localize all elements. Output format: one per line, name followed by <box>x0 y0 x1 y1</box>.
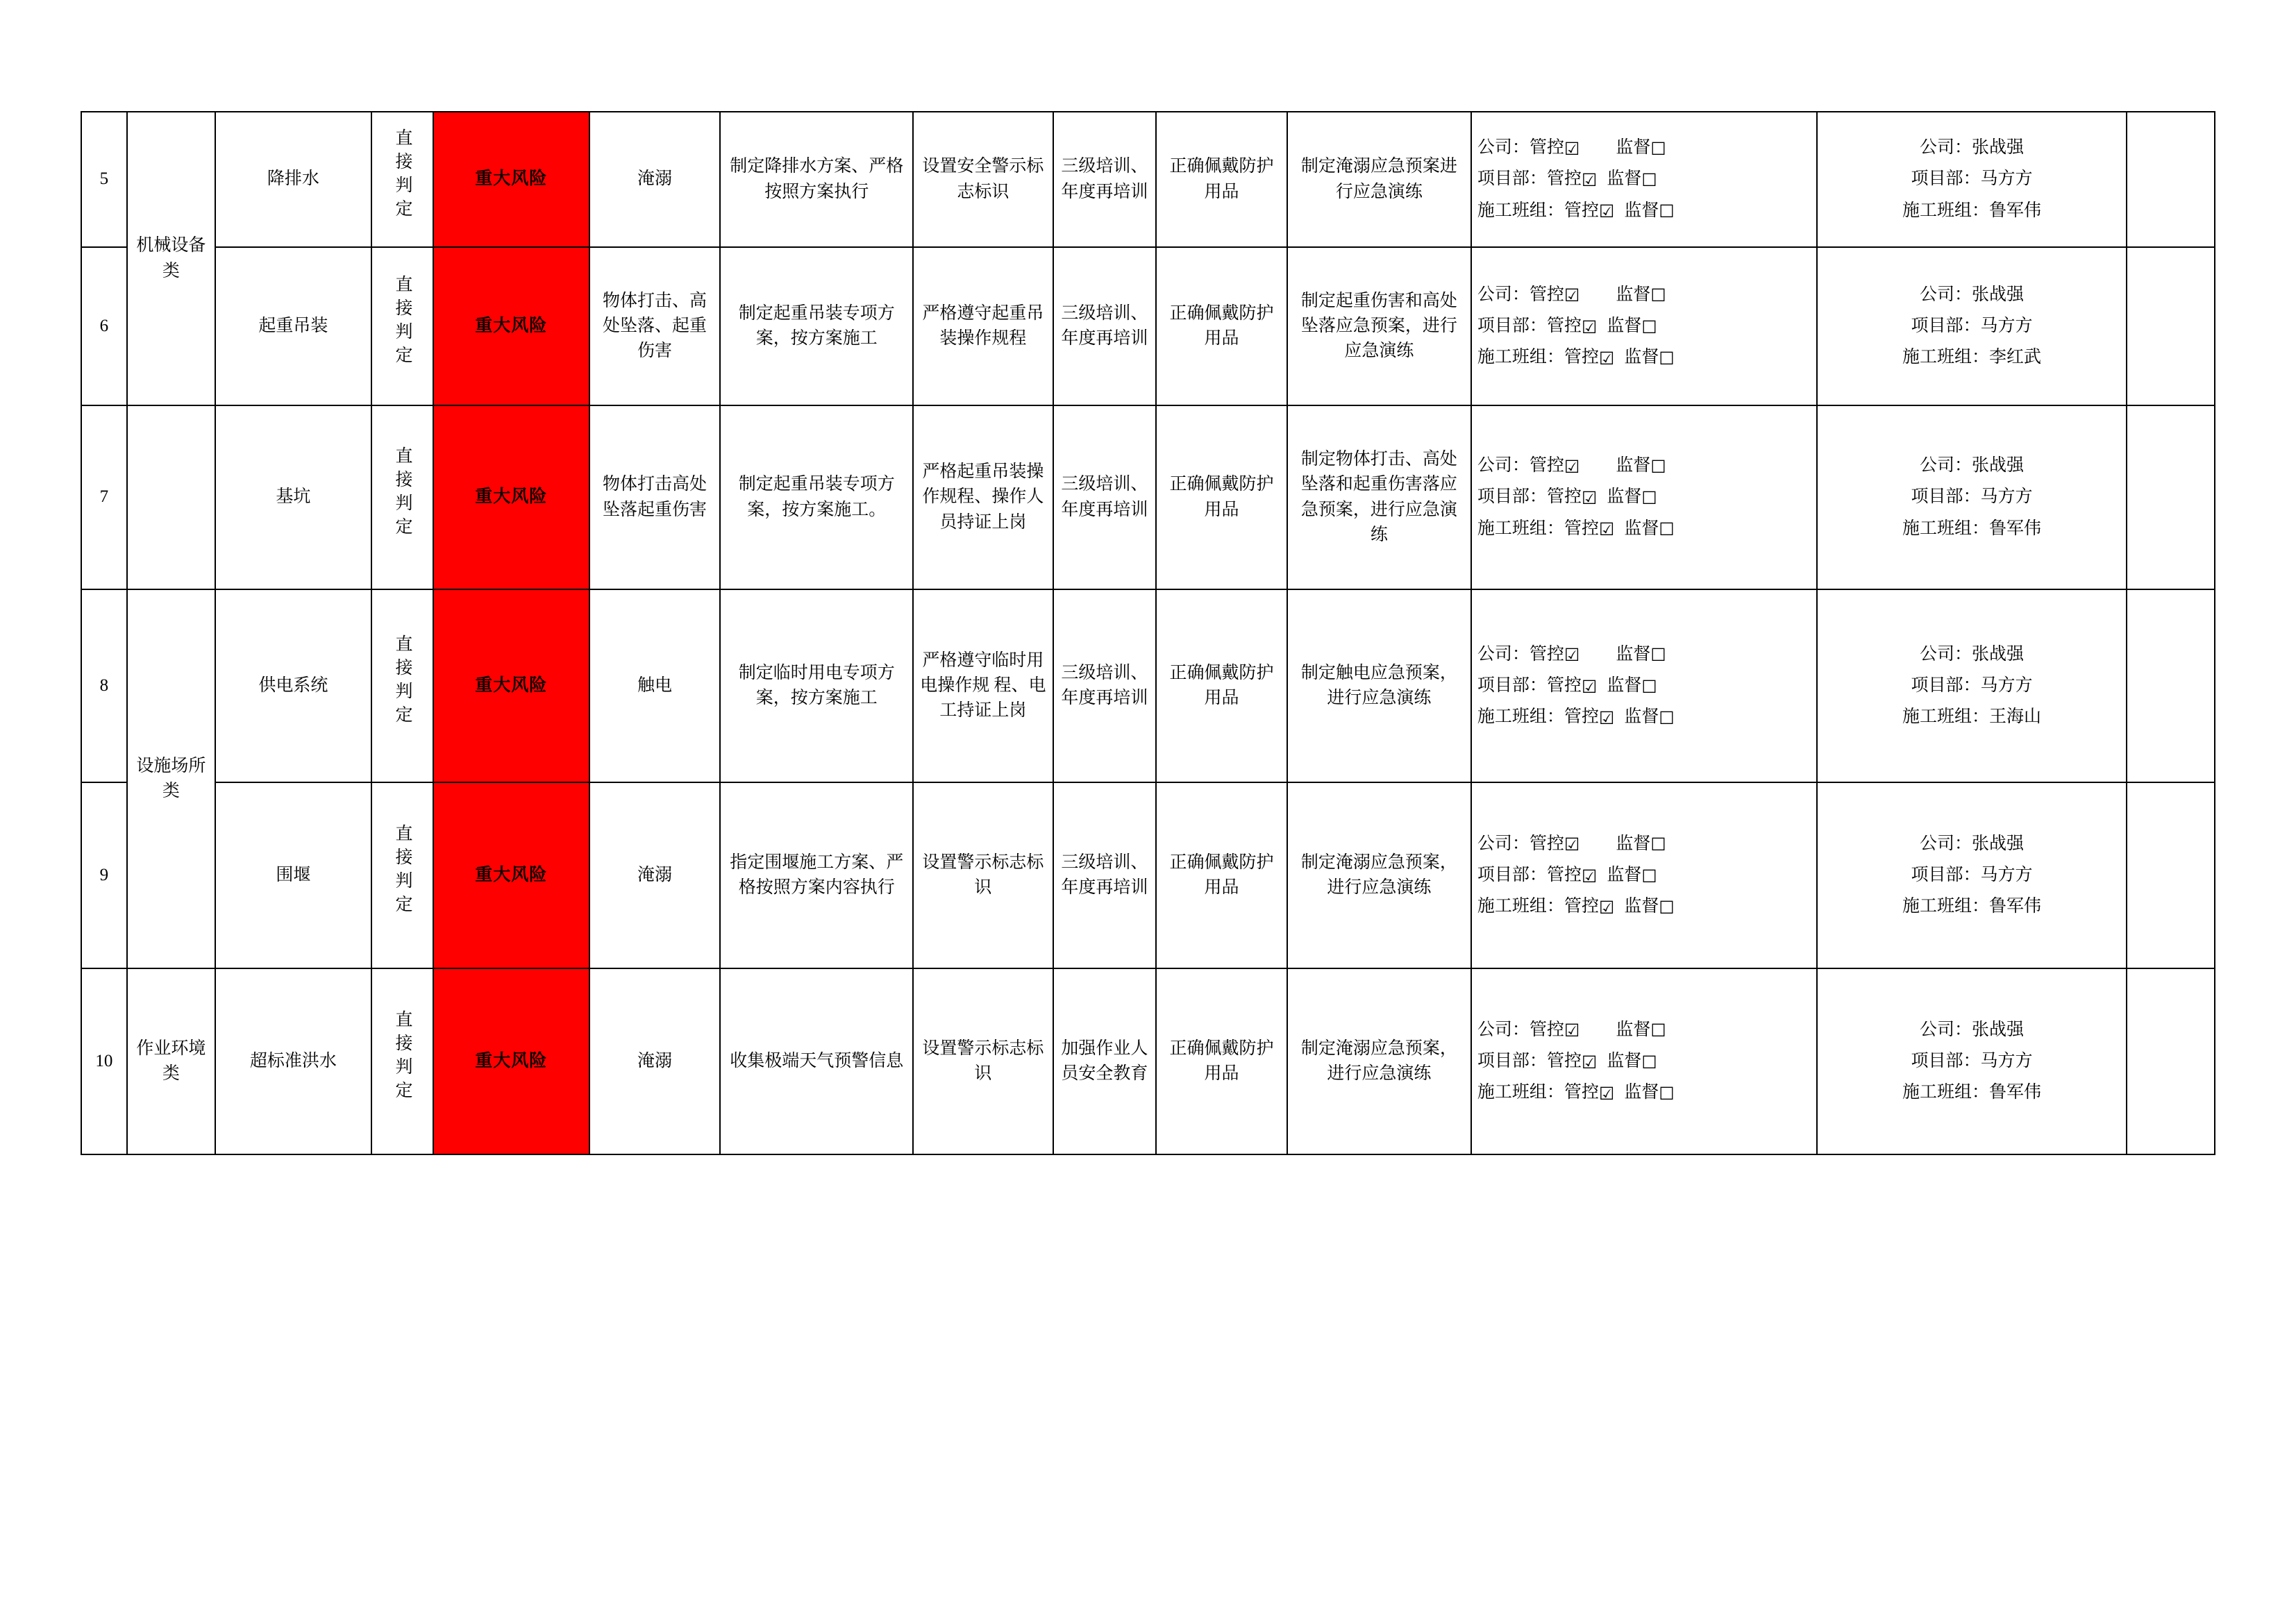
control-action-label: 管控 <box>1529 644 1564 664</box>
supervise-action-label: 监督 <box>1624 897 1659 916</box>
control-line-team <box>1477 516 1811 541</box>
cell-hazard: 物体打击、高处坠落、起重伤害 <box>589 247 721 405</box>
cell-emergency: 制定触电应急预案，进行应急演练 <box>1287 589 1471 782</box>
control-role-label: 公司： <box>1477 1020 1530 1039</box>
cell-ppe: 正确佩戴防护用品 <box>1156 247 1287 405</box>
cell-responsible <box>1817 247 2126 405</box>
control-action-label: 管控 <box>1546 169 1582 189</box>
supervise-action-label: 监督 <box>1624 1083 1659 1102</box>
control-line-project <box>1477 863 1811 888</box>
responsible-company: 公司：张战强 <box>1919 644 2024 664</box>
responsible-company: 公司：张战强 <box>1919 285 2024 304</box>
supervise-action-label: 监督 <box>1616 834 1651 853</box>
control-role-label: 公司： <box>1477 456 1530 476</box>
control-line-team <box>1477 199 1811 224</box>
cell-training: 三级培训、年度再培训 <box>1053 112 1156 247</box>
table-row <box>81 112 2215 247</box>
responsible-team: 施工班组：王海山 <box>1902 707 2041 727</box>
cell-remark <box>2127 247 2215 405</box>
control-line-company <box>1477 135 1811 160</box>
supervise-action-label: 监督 <box>1624 519 1659 538</box>
responsible-project: 项目部：马方方 <box>1911 169 2033 189</box>
cell-remark <box>2127 589 2215 782</box>
cell-emergency: 制定淹溺应急预案，进行应急演练 <box>1287 968 1471 1154</box>
cell-name: 基坑 <box>215 405 371 589</box>
supervise-checkbox[interactable]: ☐ <box>1650 285 1666 306</box>
control-line-team <box>1477 894 1811 919</box>
cell-ppe: 正确佩戴防护用品 <box>1156 782 1287 968</box>
supervise-checkbox[interactable]: ☐ <box>1650 645 1666 666</box>
supervise-checkbox[interactable]: ☐ <box>1641 676 1657 697</box>
control-checkbox[interactable]: ☑ <box>1598 348 1615 369</box>
control-action-label: 管控 <box>1546 865 1582 884</box>
cell-emergency: 制定起重伤害和高处坠落应急预案，进行应急演练 <box>1287 247 1471 405</box>
cell-responsible <box>1817 589 2126 782</box>
responsible-team: 施工班组：鲁军伟 <box>1902 201 2041 220</box>
cell-responsible <box>1817 405 2126 589</box>
cell-name: 超标准洪水 <box>215 968 371 1154</box>
responsible-team: 施工班组：鲁军伟 <box>1902 519 2041 538</box>
control-line-project <box>1477 314 1811 339</box>
control-role-label: 项目部： <box>1477 865 1547 884</box>
supervise-action-label: 监督 <box>1624 201 1659 220</box>
category-label: 机械设备类 <box>136 236 206 280</box>
cell-engineering: 制定降排水方案、严格按照方案执行 <box>720 112 913 247</box>
control-checkbox[interactable]: ☑ <box>1564 456 1580 477</box>
cell-training: 三级培训、年度再培训 <box>1053 589 1156 782</box>
cell-responsible <box>1817 112 2126 247</box>
supervise-action-label: 监督 <box>1624 707 1659 727</box>
supervise-action-label: 监督 <box>1607 1051 1642 1070</box>
table-row <box>81 782 2215 968</box>
supervise-checkbox[interactable]: ☐ <box>1641 866 1657 886</box>
cell-control <box>1471 968 1817 1154</box>
control-checkbox[interactable]: ☑ <box>1581 676 1598 697</box>
control-action-label: 管控 <box>1529 456 1564 476</box>
responsible-project: 项目部：马方方 <box>1911 1051 2033 1070</box>
supervise-checkbox[interactable]: ☐ <box>1659 1083 1675 1104</box>
cell-risk-level: 重大风险 <box>433 782 589 968</box>
cell-emergency: 制定淹溺应急预案，进行应急演练 <box>1287 782 1471 968</box>
control-line-company <box>1477 832 1811 857</box>
control-checkbox[interactable]: ☑ <box>1581 170 1598 190</box>
control-role-label: 施工班组： <box>1477 897 1564 916</box>
cell-category <box>127 112 215 405</box>
cell-no: 7 <box>81 405 127 589</box>
cell-name: 围堰 <box>215 782 371 968</box>
control-role-label: 公司： <box>1477 138 1530 158</box>
control-action-label: 管控 <box>1546 675 1582 695</box>
supervise-action-label: 监督 <box>1616 138 1651 158</box>
cell-responsible <box>1817 782 2126 968</box>
cell-judge <box>371 405 433 589</box>
control-checkbox[interactable]: ☑ <box>1581 1052 1598 1073</box>
cell-remark <box>2127 112 2215 247</box>
control-checkbox[interactable]: ☑ <box>1564 138 1580 159</box>
supervise-checkbox[interactable]: ☐ <box>1650 138 1666 159</box>
control-line-company <box>1477 283 1811 308</box>
control-line-project <box>1477 167 1811 192</box>
cell-management: 严格遵守临时用电操作规 程、电工持证上岗 <box>913 589 1053 782</box>
responsible-project: 项目部：马方方 <box>1911 675 2033 695</box>
cell-no: 5 <box>81 112 127 247</box>
control-action-label: 管控 <box>1529 834 1564 853</box>
judge-label: 直接判定 <box>393 824 412 919</box>
supervise-checkbox[interactable]: ☐ <box>1659 897 1675 918</box>
cell-engineering: 制定起重吊装专项方案，按方案施工 <box>720 247 913 405</box>
control-line-company <box>1477 642 1811 667</box>
supervise-checkbox[interactable]: ☐ <box>1641 1052 1657 1073</box>
category-label: 作业环境类 <box>136 1038 206 1083</box>
supervise-checkbox[interactable]: ☐ <box>1659 348 1675 369</box>
table-row <box>81 589 2215 782</box>
cell-training: 三级培训、年度再培训 <box>1053 405 1156 589</box>
cell-management: 设置安全警示标志标识 <box>913 112 1053 247</box>
control-line-team <box>1477 345 1811 370</box>
control-line-project <box>1477 485 1811 510</box>
control-checkbox[interactable]: ☑ <box>1598 201 1615 222</box>
cell-engineering: 收集极端天气预警信息 <box>720 968 913 1154</box>
cell-name: 降排水 <box>215 112 371 247</box>
cell-judge <box>371 968 433 1154</box>
cell-ppe: 正确佩戴防护用品 <box>1156 112 1287 247</box>
control-action-label: 管控 <box>1529 285 1564 304</box>
cell-remark <box>2127 782 2215 968</box>
responsible-team: 施工班组：李红武 <box>1902 348 2041 367</box>
cell-training: 三级培训、年度再培训 <box>1053 247 1156 405</box>
cell-management: 设置警示标志标识 <box>913 968 1053 1154</box>
supervise-checkbox[interactable]: ☐ <box>1659 201 1675 222</box>
table-row <box>81 968 2215 1154</box>
supervise-action-label: 监督 <box>1616 644 1651 664</box>
control-action-label: 管控 <box>1546 316 1582 335</box>
control-role-label: 施工班组： <box>1477 1083 1564 1102</box>
risk-assessment-table <box>81 111 2215 1155</box>
cell-category <box>127 968 215 1154</box>
cell-hazard: 淹溺 <box>589 968 721 1154</box>
cell-ppe: 正确佩戴防护用品 <box>1156 968 1287 1154</box>
control-role-label: 施工班组： <box>1477 348 1564 367</box>
cell-no: 9 <box>81 782 127 968</box>
cell-category <box>127 589 215 968</box>
control-checkbox[interactable]: ☑ <box>1598 519 1615 540</box>
control-line-company <box>1477 453 1811 478</box>
supervise-checkbox[interactable]: ☐ <box>1641 317 1657 337</box>
control-checkbox[interactable]: ☑ <box>1564 834 1580 855</box>
cell-ppe: 正确佩戴防护用品 <box>1156 589 1287 782</box>
cell-no: 8 <box>81 589 127 782</box>
cell-name: 供电系统 <box>215 589 371 782</box>
cell-no: 6 <box>81 247 127 405</box>
control-role-label: 施工班组： <box>1477 201 1564 220</box>
control-line-company <box>1477 1018 1811 1043</box>
cell-control <box>1471 247 1817 405</box>
supervise-checkbox[interactable]: ☐ <box>1641 488 1657 508</box>
control-role-label: 施工班组： <box>1477 707 1564 727</box>
cell-risk-level: 重大风险 <box>433 589 589 782</box>
cell-emergency: 制定淹溺应急预案进行应急演练 <box>1287 112 1471 247</box>
responsible-project: 项目部：马方方 <box>1911 487 2033 507</box>
supervise-action-label: 监督 <box>1607 675 1642 695</box>
cell-training: 三级培训、年度再培训 <box>1053 782 1156 968</box>
control-role-label: 公司： <box>1477 834 1530 853</box>
control-action-label: 管控 <box>1546 487 1582 507</box>
supervise-action-label: 监督 <box>1607 316 1642 335</box>
control-action-label: 管控 <box>1546 1051 1582 1070</box>
responsible-company: 公司：张战强 <box>1919 834 2024 853</box>
judge-label: 直接判定 <box>393 1010 412 1105</box>
responsible-company: 公司：张战强 <box>1919 456 2024 476</box>
cell-control <box>1471 782 1817 968</box>
cell-name: 起重吊装 <box>215 247 371 405</box>
control-role-label: 项目部： <box>1477 1051 1547 1070</box>
cell-risk-level: 重大风险 <box>433 405 589 589</box>
supervise-action-label: 监督 <box>1616 285 1651 304</box>
supervise-action-label: 监督 <box>1607 487 1642 507</box>
control-role-label: 公司： <box>1477 644 1530 664</box>
control-action-label: 管控 <box>1564 897 1599 916</box>
control-checkbox[interactable]: ☑ <box>1581 317 1598 337</box>
supervise-checkbox[interactable]: ☐ <box>1659 519 1675 540</box>
supervise-action-label: 监督 <box>1607 865 1642 884</box>
cell-judge <box>371 247 433 405</box>
control-checkbox[interactable]: ☑ <box>1564 285 1580 306</box>
cell-management: 严格起重吊装操作规程、操作人员持证上岗 <box>913 405 1053 589</box>
cell-engineering: 指定围堰施工方案、严格按照方案内容执行 <box>720 782 913 968</box>
cell-no: 10 <box>81 968 127 1154</box>
control-line-project <box>1477 673 1811 698</box>
responsible-project: 项目部：马方方 <box>1911 316 2033 335</box>
control-role-label: 项目部： <box>1477 169 1547 189</box>
cell-risk-level: 重大风险 <box>433 968 589 1154</box>
cell-emergency: 制定物体打击、高处坠落和起重伤害落应急预案，进行应急演练 <box>1287 405 1471 589</box>
cell-hazard: 淹溺 <box>589 112 721 247</box>
judge-label: 直接判定 <box>393 275 412 370</box>
control-checkbox[interactable]: ☑ <box>1598 707 1615 728</box>
supervise-checkbox[interactable]: ☐ <box>1650 456 1666 477</box>
table-row <box>81 247 2215 405</box>
supervise-checkbox[interactable]: ☐ <box>1659 707 1675 728</box>
responsible-team: 施工班组：鲁军伟 <box>1902 897 2041 916</box>
cell-category <box>127 405 215 589</box>
cell-management: 严格遵守起重吊装操作规程 <box>913 247 1053 405</box>
control-checkbox[interactable]: ☑ <box>1581 488 1598 508</box>
cell-ppe: 正确佩戴防护用品 <box>1156 405 1287 589</box>
control-role-label: 施工班组： <box>1477 519 1564 538</box>
control-line-project <box>1477 1049 1811 1074</box>
control-action-label: 管控 <box>1529 1020 1564 1039</box>
cell-engineering: 制定起重吊装专项方案，按方案施工。 <box>720 405 913 589</box>
cell-risk-level: 重大风险 <box>433 112 589 247</box>
supervise-action-label: 监督 <box>1616 1020 1651 1039</box>
cell-control <box>1471 112 1817 247</box>
cell-hazard: 淹溺 <box>589 782 721 968</box>
control-line-team <box>1477 705 1811 730</box>
cell-responsible <box>1817 968 2126 1154</box>
cell-remark <box>2127 968 2215 1154</box>
control-checkbox[interactable]: ☑ <box>1581 866 1598 886</box>
control-action-label: 管控 <box>1564 707 1599 727</box>
responsible-company: 公司：张战强 <box>1919 1020 2024 1039</box>
cell-training: 加强作业人员安全教育 <box>1053 968 1156 1154</box>
category-label: 设施场所类 <box>136 756 206 800</box>
cell-engineering: 制定临时用电专项方案，按方案施工 <box>720 589 913 782</box>
control-role-label: 公司： <box>1477 285 1530 304</box>
cell-judge <box>371 782 433 968</box>
cell-hazard: 物体打击高处坠落起重伤害 <box>589 405 721 589</box>
supervise-action-label: 监督 <box>1607 169 1642 189</box>
control-action-label: 管控 <box>1564 519 1599 538</box>
control-role-label: 项目部： <box>1477 675 1547 695</box>
control-action-label: 管控 <box>1564 201 1599 220</box>
judge-label: 直接判定 <box>393 128 412 223</box>
supervise-action-label: 监督 <box>1616 456 1651 476</box>
control-role-label: 项目部： <box>1477 487 1547 507</box>
control-checkbox[interactable]: ☑ <box>1598 897 1615 918</box>
supervise-action-label: 监督 <box>1624 348 1659 367</box>
cell-risk-level: 重大风险 <box>433 247 589 405</box>
responsible-team: 施工班组：鲁军伟 <box>1902 1083 2041 1102</box>
cell-management: 设置警示标志标识 <box>913 782 1053 968</box>
control-action-label: 管控 <box>1564 348 1599 367</box>
control-checkbox[interactable]: ☑ <box>1564 1020 1580 1041</box>
cell-control <box>1471 589 1817 782</box>
control-role-label: 项目部： <box>1477 316 1547 335</box>
control-line-team <box>1477 1080 1811 1105</box>
judge-label: 直接判定 <box>393 634 412 730</box>
responsible-project: 项目部：马方方 <box>1911 865 2033 884</box>
control-checkbox[interactable]: ☑ <box>1598 1083 1615 1104</box>
supervise-checkbox[interactable]: ☐ <box>1650 834 1666 855</box>
table-row <box>81 405 2215 589</box>
supervise-checkbox[interactable]: ☐ <box>1650 1020 1666 1041</box>
control-checkbox[interactable]: ☑ <box>1564 645 1580 666</box>
control-action-label: 管控 <box>1529 138 1564 158</box>
cell-judge <box>371 589 433 782</box>
control-action-label: 管控 <box>1564 1083 1599 1102</box>
cell-hazard: 触电 <box>589 589 721 782</box>
cell-remark <box>2127 405 2215 589</box>
cell-judge <box>371 112 433 247</box>
cell-control <box>1471 405 1817 589</box>
responsible-company: 公司：张战强 <box>1919 138 2024 158</box>
supervise-checkbox[interactable]: ☐ <box>1641 170 1657 190</box>
judge-label: 直接判定 <box>393 446 412 541</box>
